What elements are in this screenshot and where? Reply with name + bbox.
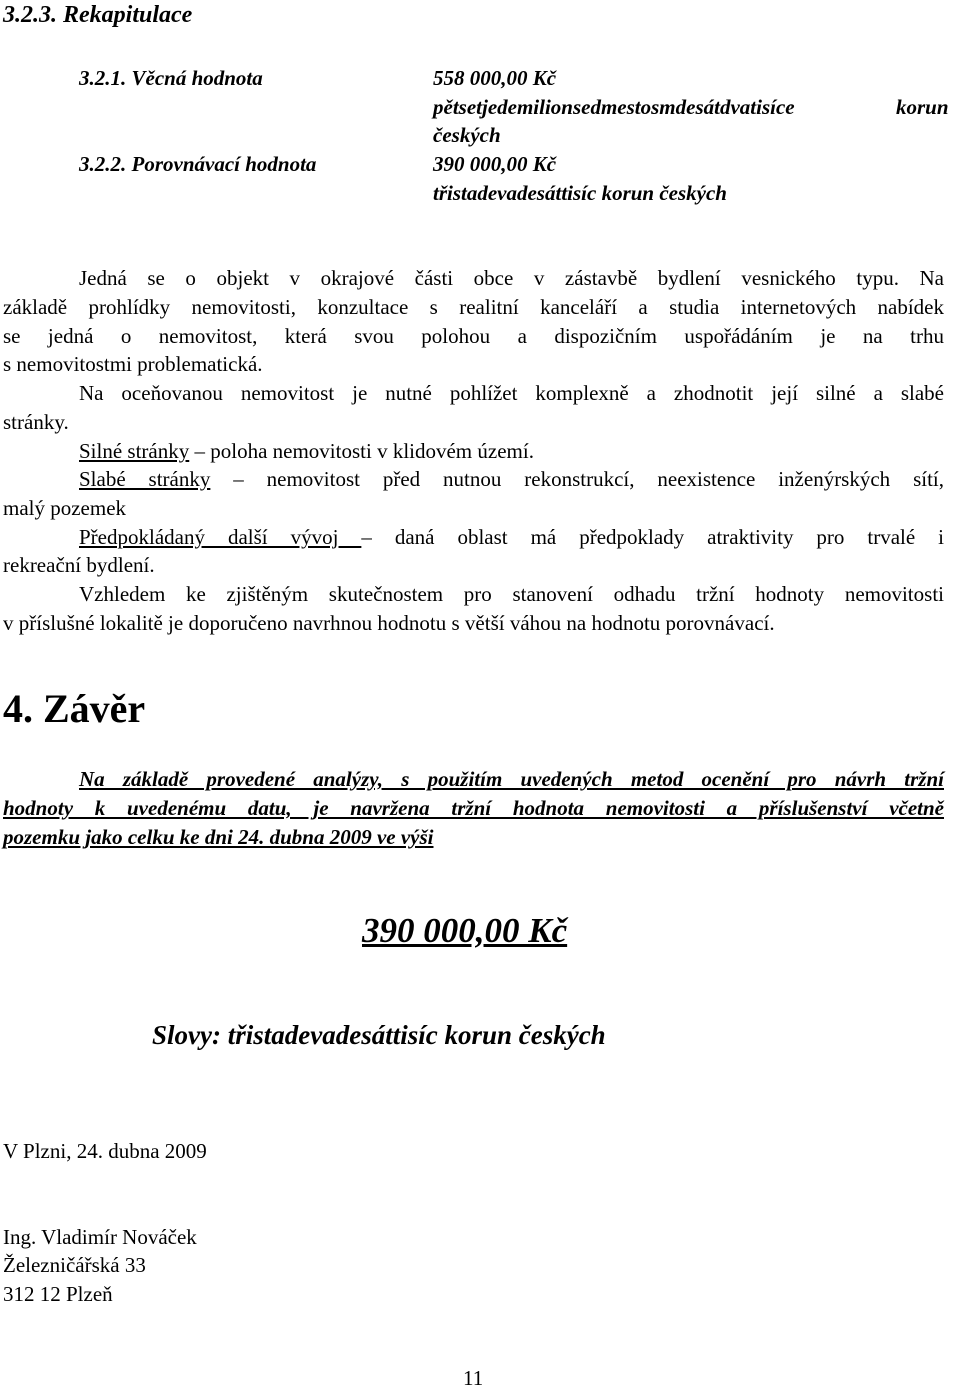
page-number: 11 (463, 1366, 484, 1390)
final-value: 390 000,00 Kč (362, 911, 568, 950)
recap-value-material-value: 558 000,00 Kč (433, 66, 557, 90)
recap-words-material-value-korun: korun (896, 95, 949, 119)
author-street: Železničářská 33 (3, 1253, 146, 1277)
strengths-line (3, 437, 944, 466)
future-line (3, 523, 944, 552)
weaknesses-label: Slabé stránky (79, 467, 211, 491)
conclusion-text (3, 765, 944, 852)
recommendation-line: Vzhledem ke zjištěným skutečnostem pro stanovení odhadu tržní hodnoty nemovitosti (79, 582, 944, 606)
author-name: Ing. Vladimír Nováček (3, 1225, 197, 1249)
recap-words-comparative-value: třistadevadesáttisíc korun českých (433, 181, 727, 205)
future-text: – daná oblast má předpoklady atraktivity pro trvalé i (361, 525, 944, 549)
paragraph-line: základě prohlídky nemovitosti, konzultace s realitní kanceláří a studia internetových nabídek (3, 295, 944, 319)
recap-words-material-value-line2: českých (433, 123, 501, 147)
weaknesses-text: – nemovitost před nutnou rekonstrukcí, neexistence inženýrských sítí, (210, 467, 944, 491)
weaknesses-last: malý pozemek (3, 496, 127, 520)
paragraph-line: Jedná se o objekt v okrajové části obce v zástavbě bydlení vesnického typu. Na (79, 266, 944, 290)
strengths-label: Silné stránky (79, 439, 190, 463)
recap-words-material-value-line1: pětsetjedemilionsedmestosmdesátdvatisíce (433, 95, 795, 119)
chapter-title: 4. Závěr (3, 686, 146, 731)
future-label: Předpokládaný další vývoj (79, 525, 362, 549)
future-last: rekreační bydlení. (3, 553, 155, 577)
recap-value-comparative-value: 390 000,00 Kč (433, 152, 557, 176)
conclusion-line: Na základě provedené analýzy, s použitím uvedených metod ocenění pro návrh tržní (79, 767, 944, 791)
paragraph-line: stránky. (3, 410, 69, 434)
conclusion-line: hodnoty k uvedenému datu, je navržena tržní hodnota nemovitosti a příslušenství včetně (3, 796, 944, 820)
recap-label-comparative-value: 3.2.2. Porovnávací hodnota (79, 152, 317, 176)
conclusion-line: pozemku jako celku ke dni 24. dubna 2009 ve výši (3, 825, 434, 849)
final-value-words: Slovy: třistadevadesáttisíc korun českých (152, 1020, 606, 1050)
author-city: 312 12 Plzeň (3, 1282, 113, 1306)
paragraph-line: s nemovitostmi problematická. (3, 352, 263, 376)
paragraph-line: se jedná o nemovitost, která svou polohou a dispozičním uspořádáním je na trhu (3, 324, 944, 348)
recap-label-material-value: 3.2.1. Věcná hodnota (79, 66, 263, 90)
recommendation-last: v příslušné lokalitě je doporučeno navrhnou hodnotu s větší váhou na hodnotu porovnávací. (3, 611, 775, 635)
paragraph-line: Na oceňovanou nemovitost je nutné pohlížet komplexně a zhodnotit její silné a slabé (79, 381, 944, 405)
weaknesses-line (3, 465, 944, 494)
strengths-text: – poloha nemovitosti v klidovém území. (189, 439, 534, 463)
section-heading: 3.2.3. Rekapitulace (3, 2, 193, 28)
place-date: V Plzni, 24. dubna 2009 (3, 1139, 207, 1163)
